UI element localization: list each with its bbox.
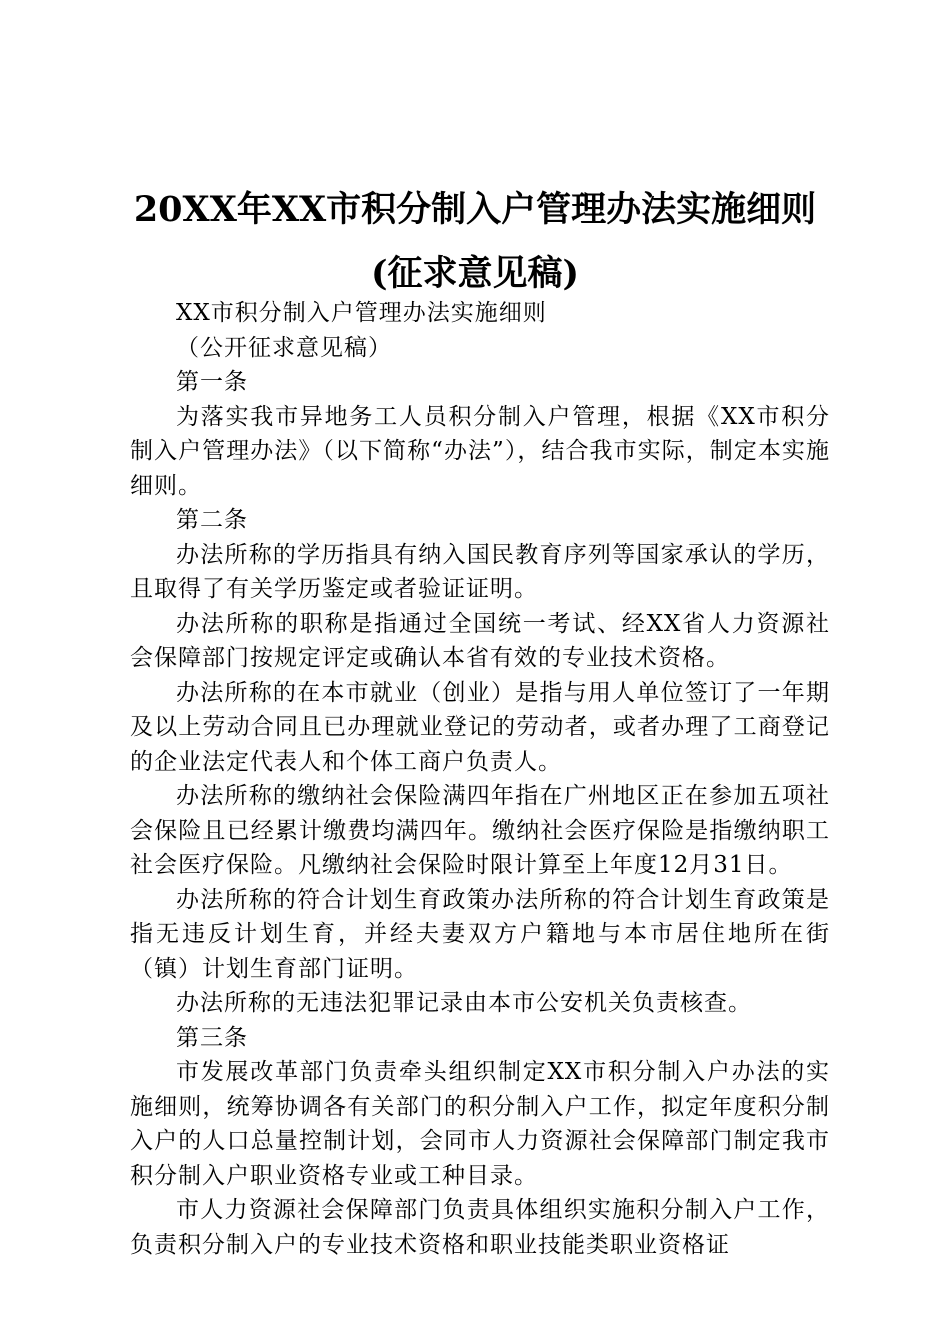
paragraph: 办法所称的无违法犯罪记录由本市公安机关负责核查。 xyxy=(176,990,752,1016)
paragraph: 市人力资源社会保障部门负责具体组织实施积分制入户工作，负责积分制入户的专业技术资格和职业技能类职业资格证 xyxy=(130,1197,830,1258)
paragraph: 办法所称的符合计划生育政策办法所称的符合计划生育政策是指无违反计划生育，并经夫妻双方户籍地与本市居住地所在街（镇）计划生育部门证明。 xyxy=(130,886,830,982)
document-body xyxy=(130,296,830,1262)
paragraph: 为落实我市异地务工人员积分制入户管理，根据《XX市积分制入户管理办法》（以下简称“办法”），结合我市实际，制定本实施细则。 xyxy=(130,403,830,499)
paragraph: 办法所称的缴纳社会保险满四年指在广州地区正在参加五项社会保险且已经累计缴费均满四年。缴纳社会医疗保险是指缴纳职工社会医疗保险。凡缴纳社会保险时限计算至上年度12月31日。 xyxy=(130,783,830,878)
document-title: 20XX年XX市积分制入户管理办法实施细则(征求意见稿) xyxy=(133,189,817,294)
article-heading-3: 第三条 xyxy=(176,1024,248,1051)
paragraph: 市发展改革部门负责牵头组织制定XX市积分制入户办法的实施细则，统筹协调各有关部门的积分制入户工作，拟定年度积分制入户的人口总量控制计划，会同市人力资源社会保障部门制定我市积分制入户职业资格专业或工种目录。 xyxy=(130,1059,830,1189)
article-heading-1: 第一条 xyxy=(176,369,248,395)
paragraph: 办法所称的职称是指通过全国统一考试、经XX省人力资源社会保障部门按规定评定或确认本省有效的专业技术资格。 xyxy=(130,610,830,671)
doc-subtitle: XX市积分制入户管理办法实施细则 xyxy=(176,300,547,326)
doc-subtitle-note: （公开征求意见稿） xyxy=(176,334,392,361)
paragraph: 办法所称的在本市就业（创业）是指与用人单位签订了一年期及以上劳动合同且已办理就业登记的劳动者，或者办理了工商登记的企业法定代表人和个体工商户负责人。 xyxy=(130,679,830,775)
article-heading-2: 第二条 xyxy=(176,507,248,533)
paragraph: 办法所称的学历指具有纳入国民教育序列等国家承认的学历，且取得了有关学历鉴定或者验证证明。 xyxy=(130,541,830,602)
